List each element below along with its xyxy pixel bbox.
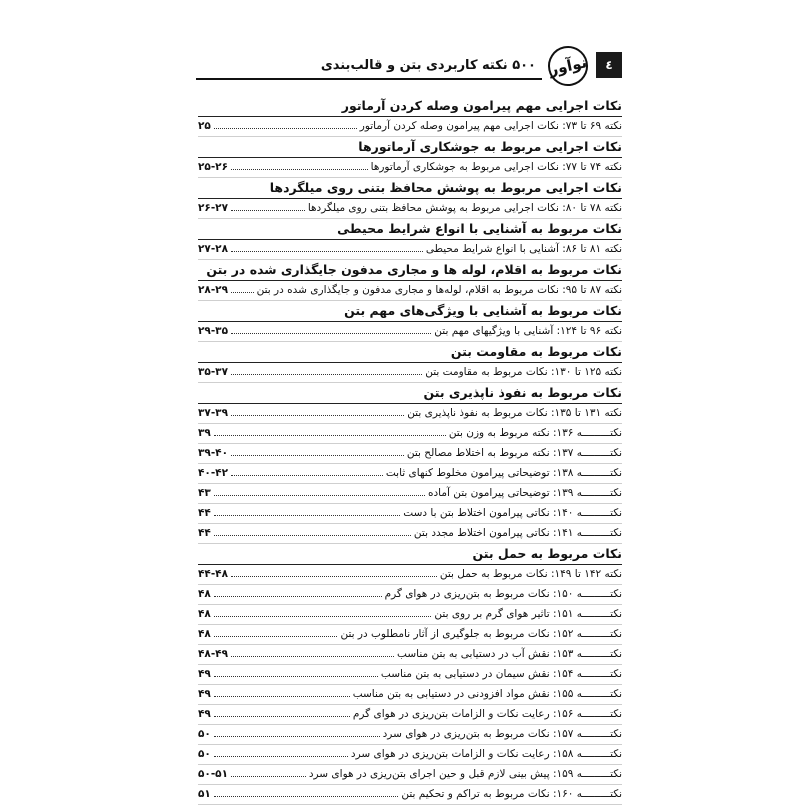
toc-entry-page: ۲۹-۳۵ — [198, 325, 228, 337]
toc-entry-page: ۴۹ — [198, 708, 211, 720]
dot-leader — [214, 505, 400, 516]
dot-leader — [214, 586, 382, 597]
toc-entry[interactable] — [198, 464, 622, 484]
dot-leader — [214, 626, 338, 637]
toc-entry-text: نکتـــــــــه ۱۵۰: نکات مربوط به بتن‌ریزی در هوای گرم — [384, 588, 622, 600]
dot-leader — [231, 646, 394, 657]
toc-entry-text: نکته ۷۴ تا ۷۷: نکات اجرایی مربوط به جوشکاری آرماتورها — [370, 161, 622, 173]
toc-entry-text: نکتـــــــــه ۱۳۶: نکته مربوط به وزن بتن — [448, 427, 622, 439]
toc-entry[interactable] — [198, 240, 622, 260]
toc-entry-page: ۵۱ — [198, 788, 211, 800]
section-title: نکات مربوط به آشنایی با انواع شرایط محیطی — [198, 219, 622, 240]
toc-entry-text: نکته ۸۱ تا ۸۶: آشنایی با انواع شرایط محیطی — [425, 243, 622, 255]
toc-entry[interactable] — [198, 785, 622, 805]
toc-entry-page: ۴۴-۴۸ — [198, 568, 228, 580]
toc-entry-text: نکته ۷۸ تا ۸۰: نکات اجرایی مربوط به پوشش محافظ بتنی روی میلگردها — [307, 202, 622, 214]
toc-entry[interactable] — [198, 158, 622, 178]
dot-leader — [231, 766, 306, 777]
toc-entry[interactable] — [198, 685, 622, 705]
section-title: نکات مربوط به نفوذ ناپذیری بتن — [198, 383, 622, 404]
book-title: ۵۰۰ نکته کاربردی بتن و قالب‌بندی — [320, 58, 536, 73]
toc-entry-text: نکته ۶۹ تا ۷۳: نکات اجرایی مهم پیرامون وصله کردن آرماتور — [359, 120, 622, 132]
toc-entry-page: ۵۰-۵۱ — [198, 768, 228, 780]
toc-entry-page: ۵۰ — [198, 728, 211, 740]
toc-entry[interactable] — [198, 504, 622, 524]
dot-leader — [214, 525, 411, 536]
toc-entry-text: نکته ۱۳۱ تا ۱۳۵: نکات مربوط به نفوذ ناپذیری بتن — [407, 407, 622, 419]
dot-leader — [214, 786, 399, 797]
dot-leader — [214, 706, 350, 717]
toc-entry-page: ۴۰-۴۲ — [198, 467, 228, 479]
toc-entry[interactable] — [198, 117, 622, 137]
toc-entry-text: نکتـــــــــه ۱۵۸: رعایت نکات و الزامات بتن‌ریزی در هوای سرد — [350, 748, 622, 760]
toc-entry[interactable] — [198, 605, 622, 625]
dot-leader — [231, 405, 404, 416]
toc-entry-page: ۲۷-۲۸ — [198, 243, 228, 255]
toc-entry-text: نکتـــــــــه ۱۴۱: نکاتی پیرامون اختلاط مجدد بتن — [413, 527, 622, 539]
toc-entry-text: نکته ۱۴۲ تا ۱۴۹: نکات مربوط به حمل بتن — [439, 568, 622, 580]
toc-entry-page: ۴۴ — [198, 527, 211, 539]
header-rule — [196, 78, 542, 80]
toc-entry-text: نکتـــــــــه ۱۶۰: نکات مربوط به تراکم و تحکیم بتن — [401, 788, 622, 800]
dot-leader — [214, 666, 378, 677]
toc-entry-page: ۴۹ — [198, 688, 211, 700]
toc-entry-text: نکتـــــــــه ۱۵۱: تاثیر هوای گرم بر روی بتن — [434, 608, 622, 620]
toc-entry-page: ۴۸-۴۹ — [198, 648, 228, 660]
toc-entry-page: ۵۰ — [198, 748, 211, 760]
dot-leader — [214, 606, 432, 617]
dot-leader — [231, 465, 383, 476]
dot-leader — [231, 241, 423, 252]
dot-leader — [231, 323, 431, 334]
dot-leader — [231, 282, 254, 293]
dot-leader — [214, 686, 350, 697]
toc-entry[interactable] — [198, 322, 622, 342]
toc-entry[interactable] — [198, 444, 622, 464]
dot-leader — [214, 485, 425, 496]
dot-leader — [231, 364, 422, 375]
toc-entry-text: نکتـــــــــه ۱۵۷: نکات مربوط به بتن‌ریزی در هوای سرد — [382, 728, 622, 740]
section-title: نکات مربوط به مقاومت بتن — [198, 342, 622, 363]
toc-entry-page: ۳۹ — [198, 427, 211, 439]
toc-entry-page: ۴۸ — [198, 608, 211, 620]
dot-leader — [231, 566, 437, 577]
toc-entry[interactable] — [198, 281, 622, 301]
toc-entry-page: ۲۵-۲۶ — [198, 161, 228, 173]
toc-entry[interactable] — [198, 484, 622, 504]
toc-entry-text: نکتـــــــــه ۱۳۹: توضیحاتی پیرامون بتن آماده — [427, 487, 622, 499]
toc-entry-page: ۲۵ — [198, 120, 211, 132]
publisher-logo: نوآور — [544, 42, 591, 89]
toc-entry-text: نکتـــــــــه ۱۵۹: پیش بینی لازم قبل و حین اجرای بتن‌ریزی در هوای سرد — [308, 768, 622, 780]
toc-entry-page: ۴۸ — [198, 588, 211, 600]
toc-entry[interactable] — [198, 665, 622, 685]
table-of-contents — [198, 96, 622, 805]
toc-entry-text: نکته ۱۲۵ تا ۱۳۰: نکات مربوط به مقاومت بتن — [425, 366, 622, 378]
toc-entry-page: ۴۹ — [198, 668, 211, 680]
toc-entry-text: نکته ۹۶ تا ۱۲۴: آشنایی با ویژگیهای مهم بتن — [434, 325, 622, 337]
toc-entry-text: نکتـــــــــه ۱۳۸: توضیحاتی پیرامون مخلوط کنهای ثابت — [385, 467, 622, 479]
toc-entry[interactable] — [198, 645, 622, 665]
toc-entry-page: ۴۴ — [198, 507, 211, 519]
toc-entry-text: نکتـــــــــه ۱۳۷: نکته مربوط به اختلاط مصالح بتن — [406, 447, 622, 459]
toc-entry[interactable] — [198, 705, 622, 725]
dot-leader — [214, 118, 357, 129]
toc-entry-page: ۲۸-۲۹ — [198, 284, 228, 296]
toc-entry[interactable] — [198, 524, 622, 544]
toc-entry-page: ۳۵-۳۷ — [198, 366, 228, 378]
toc-entry-page: ۴۸ — [198, 628, 211, 640]
dot-leader — [231, 200, 305, 211]
toc-entry[interactable] — [198, 199, 622, 219]
toc-entry[interactable] — [198, 725, 622, 745]
toc-entry-page: ۳۹-۴۰ — [198, 447, 228, 459]
toc-entry[interactable] — [198, 745, 622, 765]
section-title: نکات مربوط به آشنایی با ویژگی‌های مهم بتن — [198, 301, 622, 322]
section-title: نکات مربوط به اقلام، لوله ها و مجاری مدفون جایگذاری شده در بتن — [198, 260, 622, 281]
toc-entry[interactable] — [198, 585, 622, 605]
toc-entry-text: نکتـــــــــه ۱۵۳: نقش آب در دستیابی به بتن مناسب — [397, 648, 622, 660]
toc-entry-text: نکتـــــــــه ۱۵۴: نقش سیمان در دستیابی به بتن مناسب — [380, 668, 622, 680]
section-title: نکات اجرایی مربوط به جوشکاری آرماتورها — [198, 137, 622, 158]
section-title: نکات اجرایی مربوط به پوشش محافظ بتنی روی میلگردها — [198, 178, 622, 199]
dot-leader — [231, 445, 404, 456]
toc-entry[interactable] — [198, 363, 622, 383]
toc-entry[interactable] — [198, 625, 622, 645]
section-title: نکات مربوط به حمل بتن — [198, 544, 622, 565]
toc-entry-text: نکتـــــــــه ۱۵۵: نقش مواد افزودنی در دستیابی به بتن مناسب — [352, 688, 622, 700]
toc-entry-page: ۲۶-۲۷ — [198, 202, 228, 214]
section-title: نکات اجرایی مهم پیرامون وصله کردن آرماتور — [198, 96, 622, 117]
dot-leader — [214, 726, 380, 737]
toc-entry-page: ۳۷-۳۹ — [198, 407, 228, 419]
toc-entry-page: ۴۳ — [198, 487, 211, 499]
toc-entry-text: نکته ۸۷ تا ۹۵: نکات مربوط به اقلام، لوله‌ها و مجاری مدفون و جایگذاری شده در بتن — [256, 284, 622, 296]
toc-entry[interactable] — [198, 565, 622, 585]
toc-entry[interactable] — [198, 404, 622, 424]
toc-entry-text: نکتـــــــــه ۱۵۲: نکات مربوط به جلوگیری از آثار نامطلوب در بتن — [340, 628, 622, 640]
dot-leader — [231, 159, 368, 170]
dot-leader — [214, 746, 348, 757]
toc-entry-text: نکتـــــــــه ۱۴۰: نکاتی پیرامون اختلاط بتن با دست — [403, 507, 622, 519]
toc-entry[interactable] — [198, 424, 622, 444]
page-number-box: ٤ — [596, 52, 622, 78]
toc-entry[interactable] — [198, 765, 622, 785]
toc-entry-text: نکتـــــــــه ۱۵۶: رعایت نکات و الزامات بتن‌ریزی در هوای گرم — [352, 708, 622, 720]
dot-leader — [214, 425, 446, 436]
page-header — [196, 48, 622, 84]
